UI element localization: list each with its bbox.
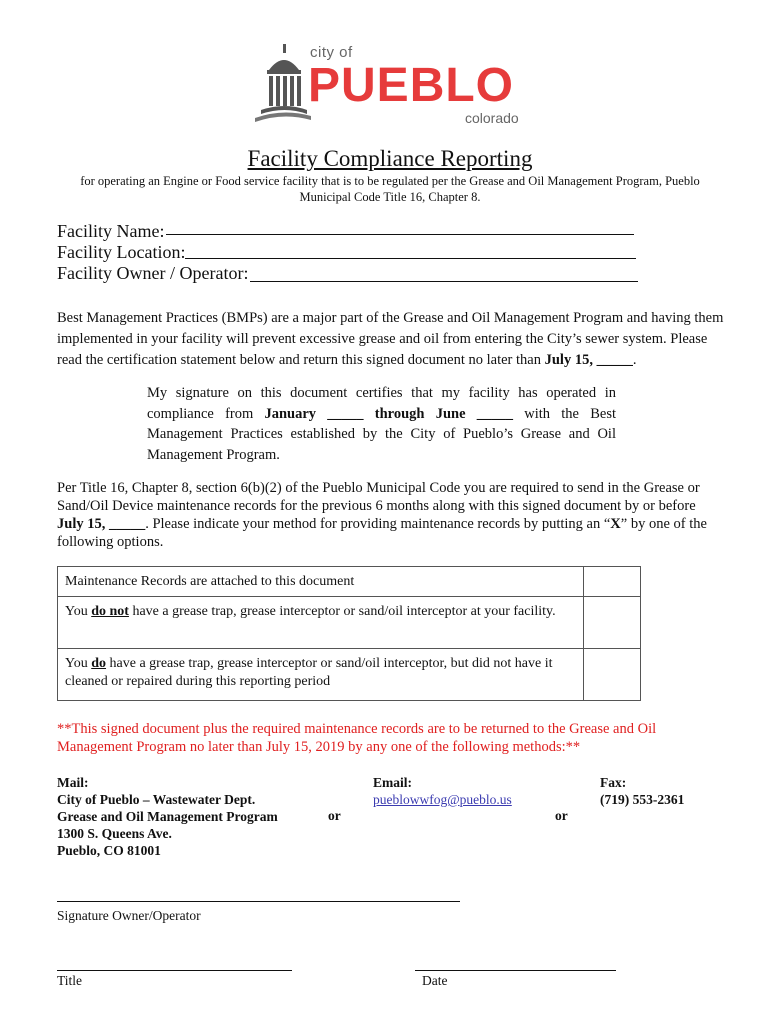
facility-owner-label: Facility Owner / Operator: [57,263,249,283]
option-1-text: Maintenance Records are attached to this document [65,574,355,589]
option-text [58,597,584,649]
req-mark: X [610,516,621,532]
signature-owner-line[interactable] [57,901,460,902]
page-title: Facility Compliance Reporting [247,146,533,171]
option-3-text-post: have a grease trap, grease interceptor or sand/oil interceptor, but did not have it cleaned or repaired during this reporting period [65,656,553,689]
requirement-paragraph [57,479,717,551]
mail-line: Grease and Oil Management Program [57,809,278,824]
option-2-emphasis: do not [91,604,129,619]
email-link[interactable]: pueblowwfog@pueblo.us [373,792,512,807]
mail-block [57,774,278,859]
facility-location-field[interactable] [185,258,636,259]
email-label: Email: [373,775,412,790]
option-2-checkbox[interactable] [584,597,641,649]
fax-label: Fax: [600,775,627,790]
date-line[interactable] [415,970,616,971]
maintenance-options-table [57,566,641,701]
option-text [58,567,584,597]
option-text [58,649,584,701]
table-row [58,567,641,597]
req-deadline: July 15, _____ [57,516,146,532]
option-2-text-pre: You [65,604,92,619]
mail-line: Pueblo, CO 81001 [57,843,161,858]
title-line[interactable] [57,970,292,971]
cert-through-month: through June _____ [374,405,514,422]
certification-statement [147,383,616,465]
option-2-text-post: have a grease trap, grease interceptor or sand/oil interceptor at your facility. [128,604,556,619]
req-text-2: . Please indicate your method for providing maintenance records by putting an “ [145,516,611,532]
title-label: Title [57,973,83,988]
or-separator-2: or [555,808,568,823]
mail-line: 1300 S. Queens Ave. [57,826,172,841]
option-3-checkbox[interactable] [584,649,641,701]
logo-wordmark: PUEBLO [308,59,515,112]
req-text-1: Per Title 16, Chapter 8, section 6(b)(2) of the Pueblo Municipal Code you are required to send in the Grease or Sand/Oil Device maintenance records for the previous 6 months along with this signed document by or before [57,480,700,514]
option-3-emphasis: do [91,656,107,671]
or-separator-1: or [328,808,341,823]
cert-text-2: with the Best Management Practices established by the City of Pueblo’s Grease and Oil Management Program. [147,405,616,463]
intro-deadline: July 15, _____ [544,352,633,368]
table-row [58,649,641,701]
page-subtitle: for operating an Engine or Food service facility that is to be regulated per the Grease and Oil Management Program, Pueblo Municipal Code Title 16, Chapter 8. [80,174,700,204]
facility-owner-field[interactable] [250,281,638,282]
mail-label: Mail: [57,775,89,790]
fax-number: (719) 553-2361 [600,792,685,807]
signature-owner-label: Signature Owner/Operator [57,908,201,923]
return-notice: **This signed document plus the required maintenance records are to be returned to the Grease and Oil Management Program no later than July 15, 2019 by any one of the following methods:** [57,721,657,755]
mail-line: City of Pueblo – Wastewater Dept. [57,792,256,807]
bmp-intro-paragraph [57,308,727,371]
cert-from-month: January _____ [264,405,364,422]
facility-name-field[interactable] [166,234,634,235]
fax-block [600,774,684,808]
intro-text: Best Management Practices (BMPs) are a major part of the Grease and Oil Management Program and having them implemented in your facility will prevent excessive grease and oil from entering the City’s sewer system. Please read the certification statement below and return this signed document no later than [57,310,724,368]
req-text-3: ” by one of the following options. [57,516,707,550]
capitol-dome-icon [255,44,311,122]
logo-state: colorado [465,110,519,126]
cert-text-mid [364,406,375,422]
facility-location-label: Facility Location: [57,242,186,262]
date-label: Date [422,973,448,988]
cert-text-1: My signature on this document certifies that my facility has operated in compliance from [147,385,616,422]
table-row [58,597,641,649]
email-block [373,774,512,808]
intro-end: . [632,352,637,368]
facility-name-label: Facility Name: [57,221,165,241]
logo-city-of: city of [310,44,353,61]
option-3-text-pre: You [65,656,92,671]
option-1-checkbox[interactable] [584,567,641,597]
